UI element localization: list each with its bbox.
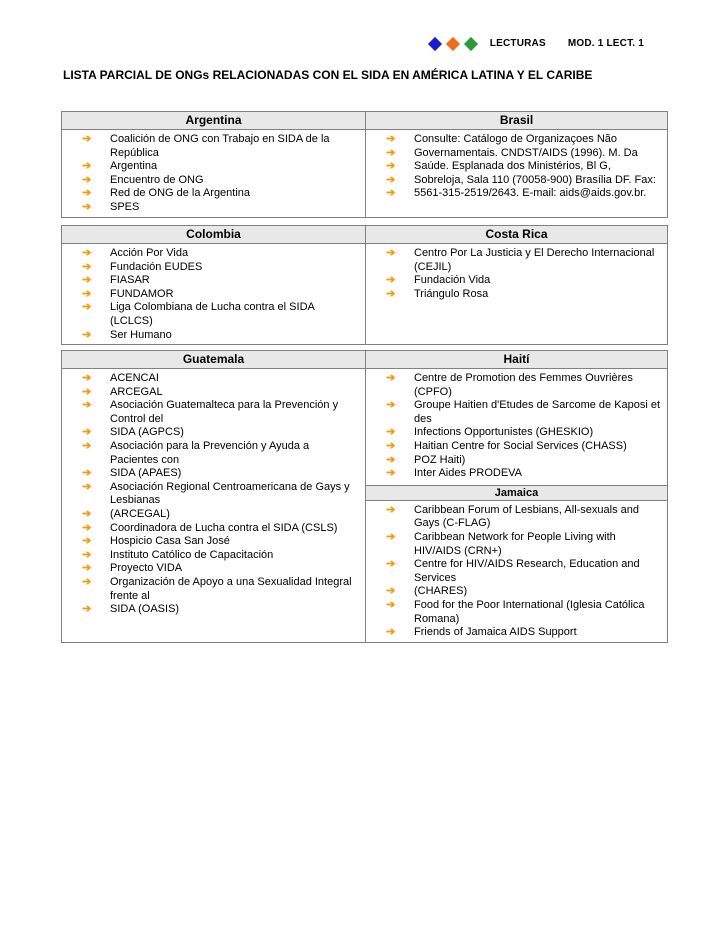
arrow-right-icon: ➔ xyxy=(82,603,92,616)
list-item-text: ACENCAI xyxy=(110,372,159,384)
arrow-right-icon: ➔ xyxy=(82,480,92,493)
list-item-text: Ser Humano xyxy=(110,328,172,341)
list-item xyxy=(386,288,661,302)
table-colombia-costarica xyxy=(61,225,668,345)
list-item xyxy=(386,558,661,585)
blue-diamond-icon xyxy=(428,36,442,50)
list-item-text: Centre for HIV/AIDS Research, Education and Services xyxy=(414,558,640,584)
arrow-right-icon: ➔ xyxy=(386,598,396,611)
arrow-right-icon: ➔ xyxy=(82,173,92,186)
arrow-right-icon: ➔ xyxy=(82,562,92,575)
list-item-text: (CHARES) xyxy=(414,585,468,598)
arrow-right-icon: ➔ xyxy=(82,507,92,520)
arrow-right-icon: ➔ xyxy=(82,521,92,534)
list-item xyxy=(82,522,359,536)
arrow-right-icon: ➔ xyxy=(82,160,92,173)
list-item-text: SIDA (APAES) xyxy=(110,467,182,480)
list-item xyxy=(82,603,359,617)
list-item-text: Red de ONG de la Argentina xyxy=(110,187,251,200)
list-item-text: Argentina xyxy=(110,160,158,173)
arrow-right-icon: ➔ xyxy=(82,133,92,145)
list-item-text: Caribbean Network for People Living with HIV/AIDS (CRN+) xyxy=(414,530,616,557)
arrow-right-icon: ➔ xyxy=(386,399,396,412)
arrow-right-icon: ➔ xyxy=(82,535,92,548)
arrow-right-icon: ➔ xyxy=(386,372,396,384)
arrow-right-icon: ➔ xyxy=(386,426,396,439)
list-item-text: Encuentro de ONG xyxy=(110,173,204,186)
cell-costa-rica xyxy=(366,226,668,345)
list-item-text: Liga Colombiana de Lucha contra el SIDA (LCLCS) xyxy=(110,301,315,327)
table-argentina-brasil xyxy=(61,111,668,218)
list-item xyxy=(82,440,359,467)
list-item xyxy=(386,372,661,399)
list-item xyxy=(82,549,359,563)
list-item-text: POZ Haiti) xyxy=(414,453,466,466)
arrow-right-icon: ➔ xyxy=(386,247,396,259)
cell-guatemala xyxy=(62,351,366,643)
arrow-right-icon: ➔ xyxy=(386,287,396,300)
list-item xyxy=(82,274,359,288)
cell-argentina xyxy=(62,112,366,218)
list-item xyxy=(386,626,661,640)
arrow-right-icon: ➔ xyxy=(386,187,396,200)
country-header-brasil: Brasil xyxy=(366,112,667,130)
arrow-right-icon: ➔ xyxy=(386,530,396,543)
list-item xyxy=(82,288,359,302)
list-item-text: Centro Por La Justicia y El Derecho Internacional (CEJIL) xyxy=(414,247,655,273)
arrow-right-icon: ➔ xyxy=(386,173,396,186)
list-item-text: Groupe Haitien d'Etudes de Sarcome de Kaposi et des xyxy=(414,399,661,425)
arrow-right-icon: ➔ xyxy=(82,187,92,200)
arrow-right-icon: ➔ xyxy=(82,301,92,314)
list-item-text: Inter Aides PRODEVA xyxy=(414,467,523,480)
list-item xyxy=(82,576,359,603)
arrow-right-icon: ➔ xyxy=(82,439,92,452)
list-item-text: SPES xyxy=(110,200,140,213)
list-item-text: Instituto Católico de Capacitación xyxy=(110,548,274,561)
arrow-right-icon: ➔ xyxy=(82,200,92,213)
list-item-text: Fundación Vida xyxy=(414,274,491,287)
list-item xyxy=(386,504,661,531)
list-jamaica xyxy=(366,501,667,642)
list-item xyxy=(386,440,661,454)
green-diamond-icon xyxy=(464,36,478,50)
list-item xyxy=(386,585,661,599)
arrow-right-icon: ➔ xyxy=(82,260,92,273)
list-item-text: ARCEGAL xyxy=(110,385,163,398)
list-item-text: Triángulo Rosa xyxy=(414,287,489,300)
list-item-text: Caribbean Forum of Lesbians, All-sexuals and Gays (C-FLAG) xyxy=(414,503,640,530)
list-item-text: Haitian Centre for Social Services (CHASS) xyxy=(414,439,627,452)
country-header-haiti: Haití xyxy=(366,351,667,369)
list-item-text: Proyecto VIDA xyxy=(110,562,183,575)
list-brasil xyxy=(366,130,667,203)
country-header-argentina: Argentina xyxy=(62,112,365,130)
arrow-right-icon: ➔ xyxy=(386,585,396,598)
list-item xyxy=(82,247,359,261)
list-item xyxy=(82,467,359,481)
arrow-right-icon: ➔ xyxy=(386,558,396,571)
document-title: LISTA PARCIAL DE ONGs RELACIONADAS CON EL SIDA EN AMÉRICA LATINA Y EL CARIBE xyxy=(63,68,593,82)
list-item-text: Friends of Jamaica AIDS Support xyxy=(414,626,577,639)
list-item xyxy=(82,174,359,188)
list-item xyxy=(82,399,359,426)
list-item xyxy=(386,467,661,481)
list-item xyxy=(82,386,359,400)
list-item-text: SIDA (OASIS) xyxy=(110,603,180,616)
list-item xyxy=(82,201,359,215)
list-item-text: Fundación EUDES xyxy=(110,260,203,273)
arrow-right-icon: ➔ xyxy=(82,247,92,259)
arrow-right-icon: ➔ xyxy=(82,575,92,588)
list-item xyxy=(82,372,359,386)
list-item xyxy=(82,481,359,508)
table-guatemala-haiti xyxy=(61,350,668,643)
country-header-guatemala: Guatemala xyxy=(62,351,365,369)
list-item-text: (ARCEGAL) xyxy=(110,507,170,520)
country-header-jamaica: Jamaica xyxy=(366,485,667,501)
cell-haiti-jamaica xyxy=(366,351,668,643)
arrow-right-icon: ➔ xyxy=(386,626,396,639)
list-item xyxy=(386,133,661,201)
list-argentina xyxy=(62,130,365,217)
list-item xyxy=(82,535,359,549)
arrow-right-icon: ➔ xyxy=(386,467,396,480)
list-guatemala xyxy=(62,369,365,619)
arrow-right-icon: ➔ xyxy=(82,274,92,287)
list-item-text: Coordinadora de Lucha contra el SIDA (CSLS) xyxy=(110,521,338,534)
list-item-text: SIDA (AGPCS) xyxy=(110,426,184,439)
list-item xyxy=(82,562,359,576)
list-item xyxy=(386,454,661,468)
orange-diamond-icon xyxy=(446,36,460,50)
list-item xyxy=(82,426,359,440)
list-item-text: Asociación para la Prevención y Ayuda a Pacientes con xyxy=(110,439,310,466)
country-header-costa-rica: Costa Rica xyxy=(366,226,667,244)
header-section: LECTURAS xyxy=(489,38,546,49)
list-item xyxy=(386,399,661,426)
list-item xyxy=(82,133,359,160)
list-item-text: Hospicio Casa San José xyxy=(110,535,230,548)
header-module: MOD. 1 LECT. 1 xyxy=(567,38,644,49)
list-item-text: Asociación Regional Centroamericana de Gays y Lesbianas xyxy=(110,480,350,507)
arrow-right-icon: ➔ xyxy=(386,133,396,145)
arrow-right-icon: ➔ xyxy=(82,287,92,300)
cell-brasil xyxy=(366,112,668,218)
page-header xyxy=(428,38,644,49)
list-item xyxy=(82,187,359,201)
arrow-right-icon: ➔ xyxy=(386,503,396,516)
list-item xyxy=(386,247,661,274)
arrow-right-icon: ➔ xyxy=(82,399,92,412)
arrow-right-icon: ➔ xyxy=(386,274,396,287)
list-item xyxy=(386,531,661,558)
arrow-right-icon: ➔ xyxy=(82,426,92,439)
list-item xyxy=(386,599,661,626)
arrow-right-icon: ➔ xyxy=(82,548,92,561)
list-item-text: FUNDAMOR xyxy=(110,287,174,300)
arrow-right-icon: ➔ xyxy=(386,439,396,452)
list-item-text: Infections Opportunistes (GHESKIO) xyxy=(414,426,594,439)
list-item xyxy=(82,261,359,275)
list-item xyxy=(82,508,359,522)
arrow-right-icon: ➔ xyxy=(82,328,92,341)
arrow-right-icon: ➔ xyxy=(386,146,396,159)
list-haiti xyxy=(366,369,667,485)
list-item-text: Organización de Apoyo a una Sexualidad Integral frente al xyxy=(110,575,352,602)
list-item-text: FIASAR xyxy=(110,274,150,287)
list-item xyxy=(82,160,359,174)
arrow-right-icon: ➔ xyxy=(386,453,396,466)
list-item-text: Food for the Poor International (Iglesia Católica Romana) xyxy=(414,598,645,625)
list-item xyxy=(386,426,661,440)
list-item-text: Centre de Promotion des Femmes Ouvrières (CPFO) xyxy=(414,372,633,398)
country-header-colombia: Colombia xyxy=(62,226,365,244)
list-item xyxy=(82,329,359,343)
brasil-text: Consulte: Catálogo de Organizaçoes Não Governamentais. CNDST/AIDS (1996). M. Da Saúde. Esplanada dos Ministérios, Bl G, Sobreloja, Sala 110 (70058-900) Brasília DF. Fax: 5561-315-2519/2643. E-mail: aids@aids.gov.br. xyxy=(414,133,656,200)
list-item xyxy=(386,274,661,288)
arrow-right-icon: ➔ xyxy=(82,385,92,398)
list-item xyxy=(82,301,359,328)
list-costa-rica xyxy=(366,244,667,303)
list-item-text: Acción Por Vida xyxy=(110,247,189,259)
list-item-text: Asociación Guatemalteca para la Prevención y Control del xyxy=(110,399,339,425)
cell-colombia xyxy=(62,226,366,345)
list-item-text: Coalición de ONG con Trabajo en SIDA de la República xyxy=(110,133,330,159)
list-colombia xyxy=(62,244,365,344)
arrow-right-icon: ➔ xyxy=(386,160,396,173)
arrow-right-icon: ➔ xyxy=(82,372,92,384)
arrow-right-icon: ➔ xyxy=(82,467,92,480)
